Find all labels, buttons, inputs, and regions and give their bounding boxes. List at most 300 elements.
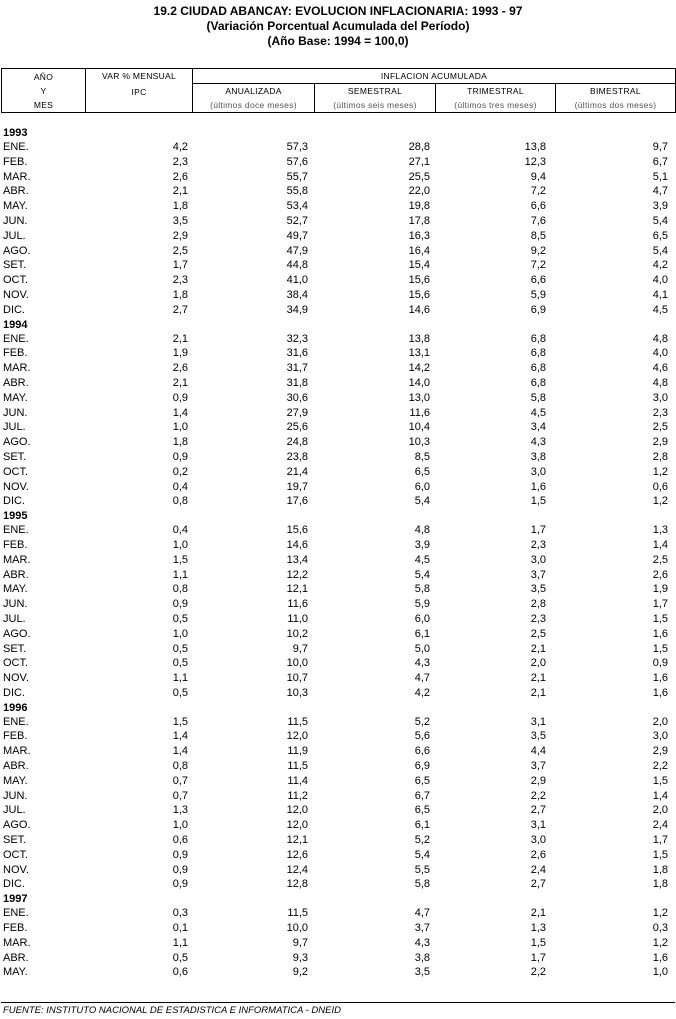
var-mensual-cell: 0,9 (172, 848, 188, 861)
trimestral-cell: 2,1 (530, 672, 546, 685)
month-cell: DIC. (3, 686, 25, 699)
bimestral-cell: 2,5 (652, 553, 668, 566)
anualizada-cell: 10,3 (286, 686, 308, 699)
var-mensual-cell: 0,5 (172, 951, 188, 964)
trimestral-cell: 3,1 (530, 715, 546, 728)
semestral-cell: 5,9 (414, 598, 430, 611)
semestral-cell: 15,6 (408, 288, 430, 301)
table-row (0, 170, 676, 185)
trimestral-cell: 2,6 (530, 848, 546, 861)
header-y: Y (40, 85, 47, 96)
table-row (0, 361, 676, 376)
trimestral-cell: 2,1 (530, 642, 546, 655)
semestral-cell: 3,9 (414, 538, 430, 551)
source-note: FUENTE: INSTITUTO NACIONAL DE ESTADISTICA E INFORMATICA - DNEID (3, 1005, 341, 1016)
anualizada-cell: 34,9 (286, 303, 308, 316)
var-mensual-cell: 0,8 (172, 495, 188, 508)
var-mensual-cell: 0,6 (172, 966, 188, 979)
semestral-cell: 11,6 (409, 406, 430, 419)
bimestral-cell: 9,7 (652, 141, 668, 153)
trimestral-cell: 3,0 (530, 834, 546, 847)
anualizada-cell: 55,7 (286, 170, 308, 183)
header-anio: AÑO (33, 71, 54, 82)
bimestral-cell: 1,8 (652, 863, 668, 876)
trimestral-cell: 6,9 (530, 303, 546, 316)
anualizada-cell: 11,6 (287, 598, 308, 611)
bimestral-cell: 4,0 (652, 274, 668, 287)
table-row (0, 450, 676, 465)
month-cell: MAY. (3, 966, 28, 979)
table-row (0, 229, 676, 244)
var-mensual-cell: 2,6 (172, 170, 188, 183)
month-cell: MAY. (3, 200, 28, 213)
month-cell: ABR. (3, 568, 29, 581)
month-cell: SET. (3, 450, 27, 463)
bimestral-cell: 1,2 (652, 936, 668, 949)
month-cell: NOV. (3, 863, 29, 876)
semestral-cell: 10,4 (408, 421, 430, 434)
anualizada-cell: 27,9 (286, 406, 308, 419)
bimestral-cell: 1,6 (652, 951, 668, 964)
bimestral-cell: 4,1 (652, 288, 668, 301)
var-mensual-cell: 1,5 (172, 553, 188, 566)
semestral-cell: 25,5 (408, 170, 430, 183)
month-cell: FEB. (3, 538, 28, 551)
table-row (0, 288, 676, 303)
anualizada-cell: 10,2 (286, 627, 308, 640)
var-mensual-cell: 0,9 (172, 878, 188, 891)
semestral-cell: 6,6 (414, 745, 430, 758)
bimestral-cell: 1,2 (652, 495, 668, 508)
table-row (0, 258, 676, 273)
trimestral-cell: 3,0 (530, 553, 546, 566)
semestral-cell: 6,0 (414, 612, 430, 625)
month-cell: ENE. (3, 332, 29, 345)
trimestral-cell: 4,5 (530, 406, 546, 419)
month-cell: ABR. (3, 185, 29, 198)
trimestral-cell: 4,3 (530, 436, 546, 449)
semestral-cell: 10,3 (408, 436, 430, 449)
trimestral-cell: 7,2 (530, 259, 546, 272)
bimestral-cell: 4,2 (652, 259, 668, 272)
var-mensual-cell: 2,1 (172, 332, 188, 345)
trimestral-cell: 3,7 (530, 568, 546, 581)
table-row (0, 568, 676, 583)
var-mensual-cell: 0,5 (172, 642, 188, 655)
var-mensual-cell: 1,8 (172, 288, 188, 301)
var-mensual-cell: 2,1 (172, 376, 188, 389)
trimestral-cell: 2,2 (530, 966, 546, 979)
semestral-cell: 13,8 (408, 332, 430, 345)
semestral-cell: 5,0 (414, 642, 430, 655)
anualizada-cell: 10,7 (286, 672, 308, 685)
trimestral-cell: 2,1 (530, 907, 546, 920)
anualizada-cell: 38,4 (286, 288, 308, 301)
month-cell: MAY. (3, 583, 28, 596)
table-row (0, 789, 676, 804)
month-cell: NOV. (3, 672, 29, 685)
var-mensual-cell: 2,7 (172, 303, 188, 316)
header-semestral-sub: (últimos seis meses) (315, 98, 436, 113)
table-row (0, 744, 676, 759)
trimestral-cell: 9,2 (530, 244, 546, 257)
trimestral-cell: 3,0 (530, 465, 546, 478)
trimestral-cell: 4,4 (530, 745, 546, 758)
trimestral-cell: 3,5 (530, 730, 546, 743)
anualizada-cell: 9,2 (292, 966, 308, 979)
bimestral-cell: 4,0 (652, 347, 668, 360)
month-cell: JUN. (3, 789, 28, 802)
header-trimestral-sub: (últimos tres meses) (436, 98, 556, 113)
semestral-cell: 5,6 (414, 730, 430, 743)
semestral-cell: 5,2 (414, 834, 430, 847)
anualizada-cell: 11,4 (287, 774, 308, 787)
bimestral-cell: 2,9 (652, 745, 668, 758)
trimestral-cell: 2,0 (530, 657, 546, 670)
var-mensual-cell: 1,0 (172, 819, 188, 832)
var-mensual-cell: 1,1 (172, 936, 188, 949)
table-row (0, 155, 676, 170)
table-header (1, 68, 676, 113)
table-row (0, 803, 676, 818)
anualizada-cell: 9,7 (292, 936, 308, 949)
bimestral-cell: 2,0 (652, 715, 668, 728)
var-mensual-cell: 1,1 (172, 672, 188, 685)
semestral-cell: 6,0 (414, 480, 430, 493)
trimestral-cell: 8,5 (530, 229, 546, 242)
var-mensual-cell: 0,2 (172, 465, 188, 478)
month-cell: ENE. (3, 524, 29, 537)
month-cell: NOV. (3, 480, 29, 493)
semestral-cell: 4,7 (414, 907, 430, 920)
year-label: 1994 (3, 318, 28, 331)
anualizada-cell: 12,1 (286, 834, 308, 847)
table-row (0, 480, 676, 495)
table-row (0, 774, 676, 789)
bimestral-cell: 3,9 (652, 200, 668, 213)
table-row (0, 346, 676, 361)
table-row (0, 332, 676, 347)
trimestral-cell: 2,8 (530, 598, 546, 611)
bimestral-cell: 1,9 (652, 583, 668, 596)
trimestral-cell: 5,8 (530, 391, 546, 404)
var-mensual-cell: 0,4 (172, 524, 188, 537)
semestral-cell: 4,2 (414, 686, 430, 699)
semestral-cell: 14,0 (408, 376, 430, 389)
var-mensual-cell: 1,0 (172, 538, 188, 551)
table-row (0, 951, 676, 966)
anualizada-cell: 11,2 (287, 789, 308, 802)
table-row (0, 833, 676, 848)
trimestral-cell: 2,5 (530, 627, 546, 640)
header-trimestral: TRIMESTRAL (436, 84, 556, 99)
month-cell: JUN. (3, 214, 28, 227)
trimestral-cell: 7,6 (530, 214, 546, 227)
month-cell: MAR. (3, 362, 31, 375)
month-cell: AGO. (3, 627, 31, 640)
page-title: 19.2 CIUDAD ABANCAY: EVOLUCION INFLACIONARIA: 1993 - 97 (153, 4, 523, 18)
bimestral-cell: 0,3 (652, 922, 668, 935)
table-row (0, 465, 676, 480)
semestral-cell: 5,4 (414, 568, 430, 581)
trimestral-cell: 5,9 (530, 288, 546, 301)
month-cell: ENE. (3, 907, 29, 920)
trimestral-cell: 3,7 (530, 760, 546, 773)
semestral-cell: 6,5 (414, 465, 430, 478)
table-row (0, 848, 676, 863)
anualizada-cell: 9,7 (292, 642, 308, 655)
semestral-cell: 27,1 (408, 155, 430, 168)
anualizada-cell: 14,6 (286, 538, 308, 551)
header-anualizada-sub: (últimos doce meses) (193, 98, 315, 113)
month-cell: MAR. (3, 170, 31, 183)
table-row (0, 582, 676, 597)
semestral-cell: 13,1 (408, 347, 430, 360)
semestral-cell: 5,4 (414, 848, 430, 861)
semestral-cell: 3,5 (414, 966, 430, 979)
anualizada-cell: 17,6 (286, 495, 308, 508)
table-row (0, 612, 676, 627)
trimestral-cell: 6,8 (530, 376, 546, 389)
month-cell: ABR. (3, 951, 29, 964)
var-mensual-cell: 1,8 (172, 436, 188, 449)
semestral-cell: 8,5 (414, 450, 430, 463)
var-mensual-cell: 1,3 (172, 804, 188, 817)
anualizada-cell: 41,0 (286, 274, 308, 287)
anualizada-cell: 30,6 (286, 391, 308, 404)
anualizada-cell: 15,6 (286, 524, 308, 537)
header-var-mensual (86, 69, 193, 113)
anualizada-cell: 11,5 (287, 715, 308, 728)
bimestral-cell: 3,0 (652, 730, 668, 743)
anualizada-cell: 12,4 (286, 863, 308, 876)
title-block (0, 4, 676, 49)
year-label: 1993 (3, 127, 28, 139)
semestral-cell: 5,8 (414, 878, 430, 891)
bimestral-cell: 1,4 (652, 789, 668, 802)
bimestral-cell: 1,0 (652, 966, 668, 979)
var-mensual-cell: 0,5 (172, 612, 188, 625)
page-subtitle: (Variación Porcentual Acumulada del Período) (206, 19, 470, 33)
trimestral-cell: 2,7 (530, 878, 546, 891)
table-row (0, 642, 676, 657)
month-cell: AGO. (3, 436, 31, 449)
anualizada-cell: 12,2 (286, 568, 308, 581)
var-mensual-cell: 0,4 (172, 480, 188, 493)
bimestral-cell: 4,7 (652, 185, 668, 198)
semestral-cell: 6,7 (414, 789, 430, 802)
month-cell: FEB. (3, 347, 28, 360)
anualizada-cell: 19,7 (286, 480, 308, 493)
anualizada-cell: 10,0 (286, 922, 308, 935)
anualizada-cell: 44,8 (286, 259, 308, 272)
semestral-cell: 14,6 (408, 303, 430, 316)
var-mensual-cell: 2,5 (172, 244, 188, 257)
month-cell: JUN. (3, 598, 28, 611)
anualizada-cell: 31,8 (286, 376, 308, 389)
trimestral-cell: 13,8 (524, 141, 546, 153)
semestral-cell: 19,8 (408, 200, 430, 213)
trimestral-cell: 3,8 (530, 450, 546, 463)
month-cell: AGO. (3, 819, 31, 832)
bimestral-cell: 1,5 (652, 612, 668, 625)
anualizada-cell: 12,0 (286, 804, 308, 817)
header-bimestral-sub: (últimos dos meses) (556, 98, 676, 113)
month-cell: MAY. (3, 391, 28, 404)
month-cell: MAR. (3, 745, 31, 758)
anualizada-cell: 53,4 (286, 200, 308, 213)
table-row (0, 656, 676, 671)
trimestral-cell: 2,4 (530, 863, 546, 876)
anualizada-cell: 10,0 (286, 657, 308, 670)
month-cell: ABR. (3, 760, 29, 773)
month-cell: NOV. (3, 288, 29, 301)
table-row (0, 494, 676, 509)
trimestral-cell: 1,5 (530, 936, 546, 949)
table-row (0, 921, 676, 936)
bimestral-cell: 2,2 (652, 760, 668, 773)
bimestral-cell: 1,5 (652, 642, 668, 655)
trimestral-cell: 2,2 (530, 789, 546, 802)
var-mensual-cell: 1,0 (172, 627, 188, 640)
bimestral-cell: 5,1 (652, 170, 668, 183)
trimestral-cell: 2,3 (530, 612, 546, 625)
header-ipc: IPC (131, 87, 147, 97)
trimestral-cell: 1,7 (530, 524, 546, 537)
table-row (0, 140, 676, 155)
anualizada-cell: 12,0 (286, 819, 308, 832)
month-cell: DIC. (3, 878, 25, 891)
trimestral-cell: 9,4 (530, 170, 546, 183)
semestral-cell: 3,7 (414, 922, 430, 935)
semestral-cell: 13,0 (408, 391, 430, 404)
semestral-cell: 6,9 (414, 760, 430, 773)
month-cell: JUN. (3, 406, 28, 419)
semestral-cell: 4,7 (414, 672, 430, 685)
month-cell: ABR. (3, 376, 29, 389)
semestral-cell: 4,8 (414, 524, 430, 537)
table-row (0, 420, 676, 435)
var-mensual-cell: 1,1 (172, 568, 188, 581)
month-cell: SET. (3, 642, 27, 655)
semestral-cell: 4,5 (414, 553, 430, 566)
header-anualizada: ANUALIZADA (193, 84, 315, 99)
var-mensual-cell: 1,4 (172, 406, 188, 419)
bimestral-cell: 2,8 (652, 450, 668, 463)
table-body (0, 126, 676, 980)
table-row (0, 597, 676, 612)
var-mensual-cell: 1,7 (172, 259, 188, 272)
var-mensual-cell: 0,5 (172, 657, 188, 670)
bimestral-cell: 1,5 (652, 774, 668, 787)
bimestral-cell: 3,0 (652, 391, 668, 404)
header-inflacion-acumulada: INFLACION ACUMULADA (193, 69, 676, 84)
bimestral-cell: 2,5 (652, 421, 668, 434)
trimestral-cell: 6,8 (530, 347, 546, 360)
month-cell: JUL. (3, 612, 26, 625)
table-row (0, 627, 676, 642)
trimestral-cell: 1,5 (530, 495, 546, 508)
trimestral-cell: 2,9 (530, 774, 546, 787)
bimestral-cell: 1,6 (652, 627, 668, 640)
month-cell: MAY. (3, 774, 28, 787)
var-mensual-cell: 2,3 (172, 274, 188, 287)
trimestral-cell: 12,3 (524, 155, 546, 168)
var-mensual-cell: 1,8 (172, 200, 188, 213)
bimestral-cell: 4,8 (652, 332, 668, 345)
semestral-cell: 16,3 (408, 229, 430, 242)
bimestral-cell: 2,4 (652, 819, 668, 832)
anualizada-cell: 13,4 (286, 553, 308, 566)
table-row (0, 391, 676, 406)
anualizada-cell: 12,0 (286, 730, 308, 743)
semestral-cell: 3,8 (414, 951, 430, 964)
month-cell: JUL. (3, 804, 26, 817)
semestral-cell: 5,4 (414, 495, 430, 508)
table-row (0, 303, 676, 318)
trimestral-cell: 6,8 (530, 332, 546, 345)
month-cell: OCT. (3, 657, 29, 670)
trimestral-cell: 6,6 (530, 274, 546, 287)
var-mensual-cell: 0,3 (172, 907, 188, 920)
var-mensual-cell: 1,0 (172, 421, 188, 434)
base-year-note: (Año Base: 1994 = 100,0) (267, 34, 409, 48)
bimestral-cell: 1,3 (652, 524, 668, 537)
anualizada-cell: 25,6 (286, 421, 308, 434)
bimestral-cell: 4,8 (652, 376, 668, 389)
bimestral-cell: 5,4 (652, 214, 668, 227)
bimestral-cell: 4,5 (652, 303, 668, 316)
month-cell: OCT. (3, 274, 29, 287)
table-row (0, 376, 676, 391)
header-mes: MES (33, 99, 54, 110)
month-cell: DIC. (3, 495, 25, 508)
table-row (0, 553, 676, 568)
var-mensual-cell: 0,7 (172, 789, 188, 802)
anualizada-cell: 21,4 (286, 465, 308, 478)
bimestral-cell: 5,4 (652, 244, 668, 257)
table-row (0, 671, 676, 686)
trimestral-cell: 2,3 (530, 538, 546, 551)
bimestral-cell: 1,7 (652, 598, 668, 611)
anualizada-cell: 11,9 (287, 745, 308, 758)
var-mensual-cell: 2,9 (172, 229, 188, 242)
anualizada-cell: 24,8 (286, 436, 308, 449)
table-row (0, 936, 676, 951)
bimestral-cell: 1,2 (652, 465, 668, 478)
year-label: 1995 (3, 510, 28, 523)
month-cell: AGO. (3, 244, 31, 257)
table-row (0, 759, 676, 774)
var-mensual-cell: 1,5 (172, 715, 188, 728)
table-row (0, 715, 676, 730)
month-cell: SET. (3, 259, 27, 272)
semestral-cell: 28,8 (408, 141, 430, 153)
trimestral-cell: 3,4 (530, 421, 546, 434)
table-row (0, 523, 676, 538)
bimestral-cell: 1,2 (652, 907, 668, 920)
bimestral-cell: 1,6 (652, 672, 668, 685)
semestral-cell: 6,1 (414, 819, 430, 832)
anualizada-cell: 52,7 (286, 214, 308, 227)
bimestral-cell: 2,3 (652, 406, 668, 419)
anualizada-cell: 32,3 (286, 332, 308, 345)
trimestral-cell: 1,7 (530, 951, 546, 964)
bimestral-cell: 0,6 (652, 480, 668, 493)
semestral-cell: 15,4 (408, 259, 430, 272)
var-mensual-cell: 3,5 (172, 214, 188, 227)
table-row (0, 435, 676, 450)
